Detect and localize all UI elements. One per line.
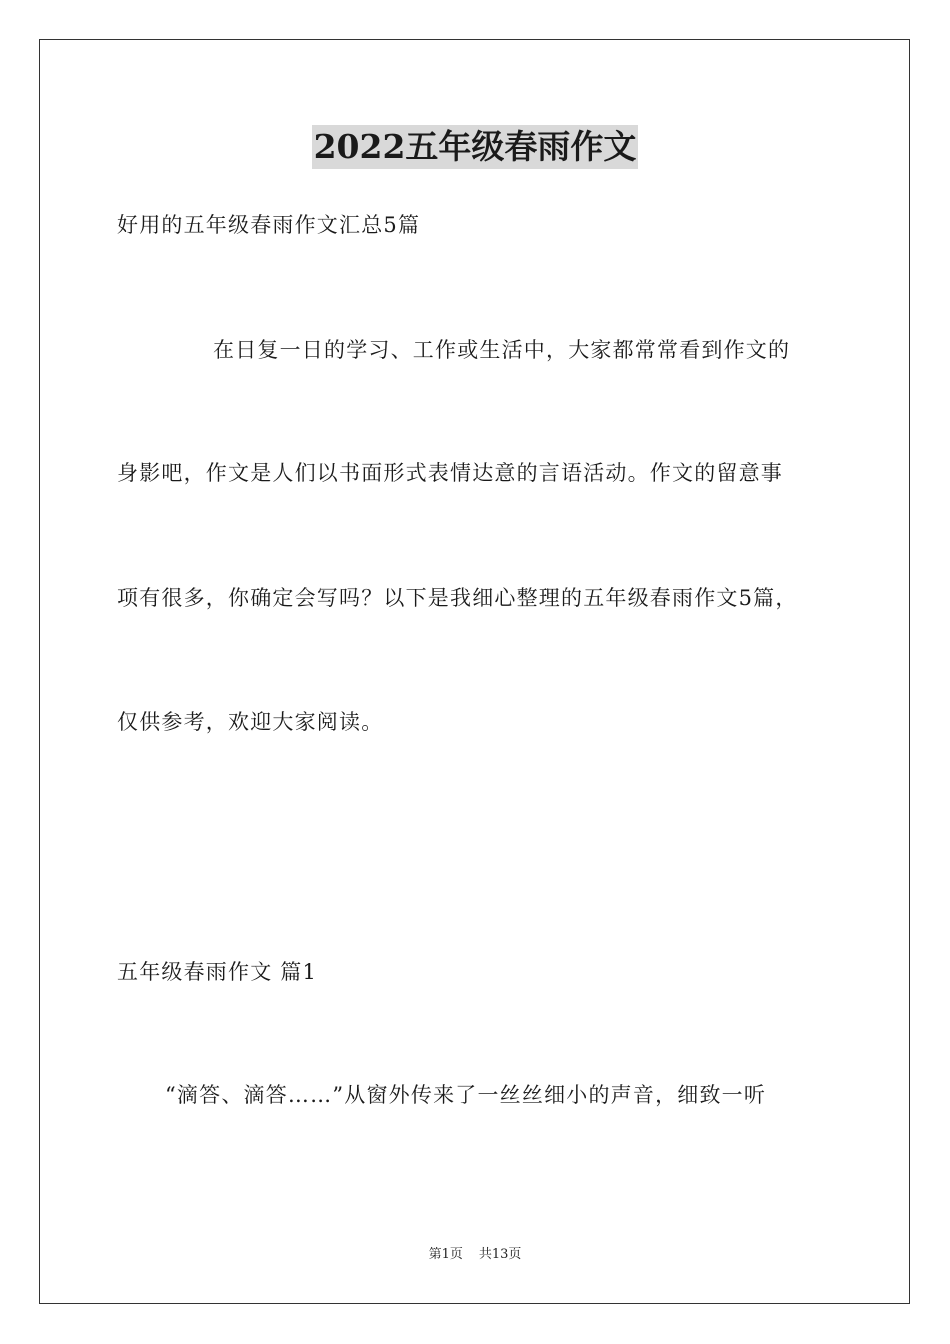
document-title: 2022五年级春雨作文 xyxy=(312,125,639,169)
document-subtitle: 好用的五年级春雨作文汇总5篇 xyxy=(117,213,421,237)
intro-line-1: 在日复一日的学习、工作或生活中，大家都常常看到作文的 xyxy=(213,338,791,362)
section-first-line: “滴答、滴答……”从窗外传来了一丝丝细小的声音，细致一听 xyxy=(165,1083,767,1107)
page-footer xyxy=(0,1246,950,1264)
title-container xyxy=(0,125,950,169)
page-total: 共13页 xyxy=(478,1247,522,1262)
section-heading: 五年级春雨作文 篇1 xyxy=(117,960,318,984)
page-number: 第1页 xyxy=(428,1247,463,1262)
intro-line-4: 仅供参考，欢迎大家阅读。 xyxy=(117,710,384,734)
intro-line-2: 身影吧，作文是人们以书面形式表情达意的言语活动。作文的留意事 xyxy=(117,461,783,485)
intro-line-3: 项有很多，你确定会写吗？以下是我细心整理的五年级春雨作文5篇， xyxy=(117,586,798,610)
